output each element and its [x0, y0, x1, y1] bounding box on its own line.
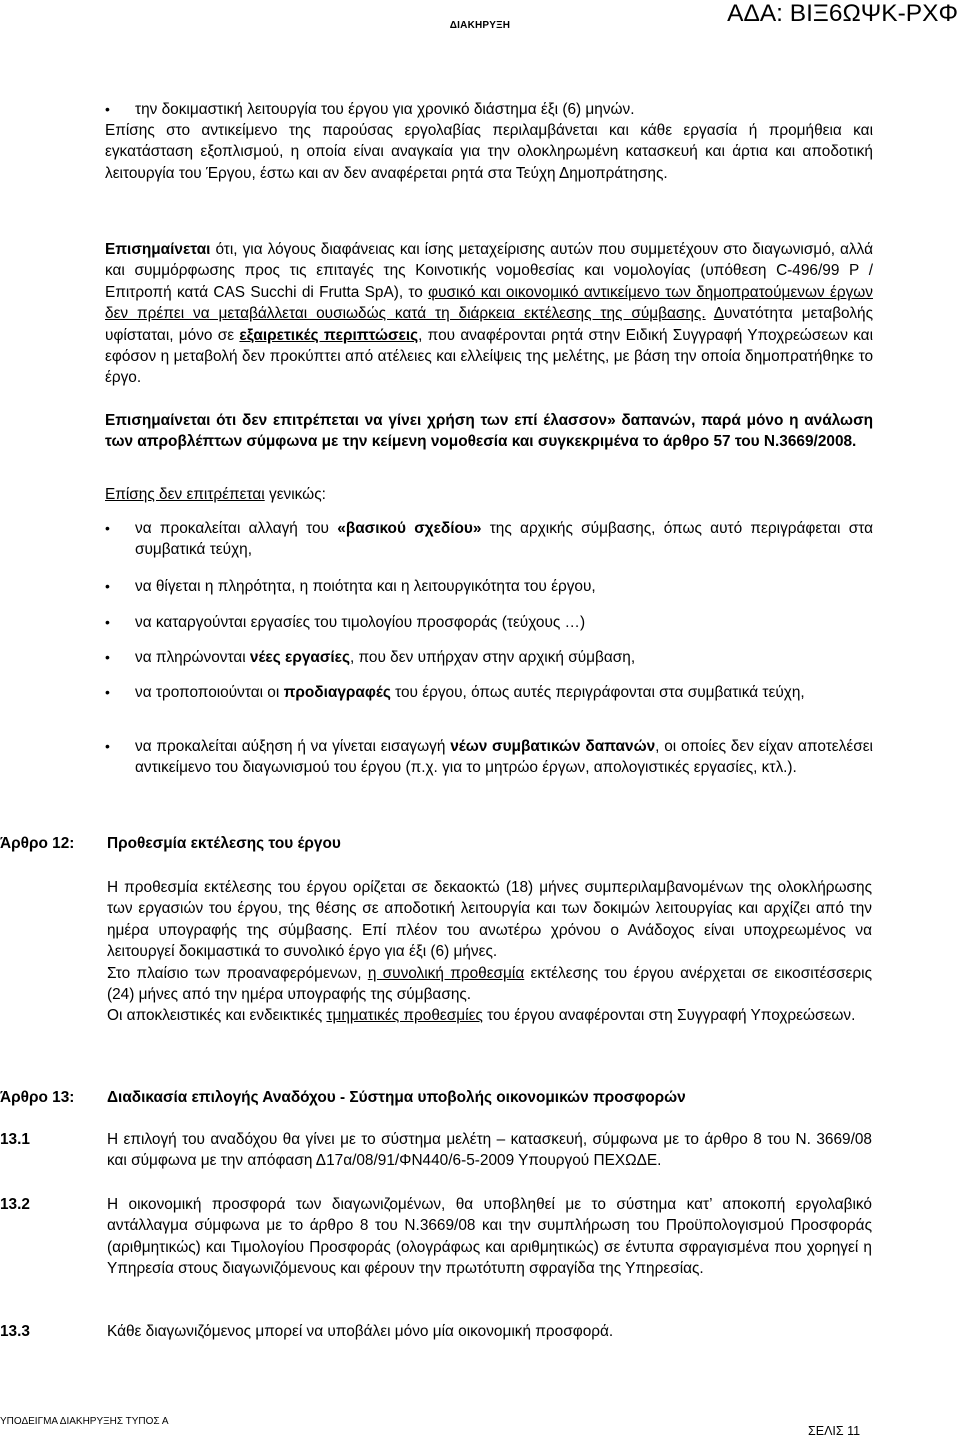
bullet-icon: • [105, 101, 110, 117]
bullet-icon: • [105, 649, 110, 665]
intro-bullet [105, 99, 873, 120]
article-12-body: Η προθεσμία εκτέλεσης του έργου ορίζεται σε δεκαοκτώ (18) μήνες συμπεριλαμβανομένων της ολοκλήρωσης των εργασιών του έργου, της θέσης σε αποδοτική λειτουργία και των δοκιμών λειτουργίας και αρχίζει από την ημέρα υπογραφής της σύμβασης. Επί πλέον του ανωτέρω χρόνου ο Ανάδοχος είναι υποχρεωμένος να λειτουργεί δοκιμαστικά το συνολικό έργο για έξι (6) μήνες. Στο πλαίσιο των προαναφερόμενων, η συνολική προθεσμία εκτέλεσης του έργου ανέρχεται σε εικοσιτέσσερις (24) μήνες από την ημέρα υπογραφής της σύμβασης. Οι αποκλειστικές και ενδεικτικές τμηματικές προθεσμίες του έργου αναφέρονται στη Συγγραφή Υποχρεώσεων. [107, 879, 872, 1025]
notice-underlined-object: φυσικό και οικονομικό αντικείμενο των δημοπρατούμενων έργων δεν πρέπει να μεταβάλλεται ουσιωδώς κατά τη διάρκεια εκτέλεσης της σύμβασης. [105, 283, 873, 323]
section-number: 13.3 [0, 1323, 30, 1340]
footer-page-number: ΣΕΛΙΣ 11 [808, 1424, 861, 1438]
bullet-icon: • [105, 738, 110, 754]
header-ada-code: ΑΔΑ: ΒΙΞ6ΩΨΚ-ΡΧΦ [727, 0, 958, 27]
bullet-icon: • [105, 614, 110, 630]
article-12-label: Άρθρο 12: [0, 835, 75, 852]
notice-lead: Επισημαίνεται [105, 241, 211, 258]
bullet-icon: • [105, 684, 110, 700]
footer-template-label: ΥΠΟΔΕΙΓΜΑ ΔΙΑΚΗΡΥΞΗΣ ΤΥΠΟΣ Α [0, 1416, 169, 1427]
intro-bullet-text: την δοκιμαστική λειτουργία του έργου για χρονικό διάστημα έξι (6) μηνών. [135, 101, 635, 118]
list-item: • να προκαλείται αύξηση ή να γίνεται εισαγωγή νέων συμβατικών δαπανών, οι οποίες δεν είχαν αποτελέσει αντικείμενο του διαγωνισμού του έργου (π.χ. για το μητρώο έργων, απολογιστικές εργασίες, κτλ.). [105, 738, 873, 777]
notice-exceptional-cases: εξαιρετικές περιπτώσεις [239, 326, 419, 344]
paragraph-scope: Επίσης στο αντικείμενο της παρούσας εργολαβίας περιλαμβάνεται και κάθε εργασία ή προμήθεια και εγκατάσταση εξοπλισμού, η οποία είναι αναγκαία για την ολοκληρωμένη κατασκευή και άρτια και αποδοτική λειτουργία του Έργου, έστω και αν δεν αναφέρεται ρητά στα Τεύχη Δημοπράτησης. [105, 122, 873, 182]
section-text: Κάθε διαγωνιζόμενος μπορεί να υποβάλει μόνο μία οικονομική προσφορά. [107, 1323, 614, 1340]
article-12-title: Προθεσμία εκτέλεσης του έργου [107, 835, 341, 852]
article-13-title: Διαδικασία επιλογής Αναδόχου - Σύστημα υποβολής οικονομικών προσφορών [107, 1089, 686, 1106]
list-item: • να πληρώνονται νέες εργασίες, που δεν υπήρχαν στην αρχική σύμβαση, [105, 647, 873, 668]
section-number: 13.1 [0, 1131, 30, 1148]
section-text: Η επιλογή του αναδόχου θα γίνει με το σύστημα μελέτη – κατασκευή, σύμφωνα με το άρθρο 8 του Ν. 3669/08 και σύμφωνα με την απόφαση Δ17α/08/91/ΦΝ440/6-5-2009 Υπουργού ΠΕΧΩΔΕ. [107, 1131, 872, 1170]
section-number: 13.2 [0, 1196, 30, 1213]
paragraph-not-allowed: Επίσης δεν επιτρέπεται γενικώς: [105, 486, 326, 503]
list-item: • να καταργούνται εργασίες του τιμολογίου προσφοράς (τεύχους …) [105, 612, 873, 633]
section-text: Η οικονομική προσφορά των διαγωνιζομένων, θα υποβληθεί με το σύστημα κατ’ αποκοπή εργολαβικό αντάλλαγμα σύμφωνα με το άρθρο 8 του Ν.3669/08 και την συμπλήρωση του Προϋπολογισμού Προσφοράς (αριθμητικώς) και Τιμολογίου Προσφοράς (ολογράφως και αριθμητικώς) σε έντυπα σφραγισμένα που χορηγεί η Υπηρεσία στους διαγωνιζόμενους και φέρουν την πρωτότυπη σφραγίδα της Υπηρεσίας. [107, 1196, 872, 1278]
list-item: • να τροποποιούνται οι προδιαγραφές του έργου, όπως αυτές περιγράφονται στα συμβατικά τεύχη, [105, 682, 873, 703]
article-13-label: Άρθρο 13: [0, 1089, 75, 1106]
paragraph-bold-notice: Επισημαίνεται ότι δεν επιτρέπεται να γίνει χρήση των επί έλασσον» δαπανών, παρά μόνο η ανάλωση των απροβλέπτων σύμφωνα με την κείμενη νομοθεσία και συγκεκριμένα το άρθρο 57 του Ν.3669/2008. [105, 412, 873, 451]
bullet-icon: • [105, 520, 110, 536]
header-doc-type: ΔΙΑΚΗΡΥΞΗ [449, 20, 511, 31]
paragraph-notice: Επισημαίνεται ότι, για λόγους διαφάνειας και ίσης μεταχείρισης αυτών που συμμετέχουν στο διαγωνισμό, αλλά και συμμόρφωσης προς τις επιταγές της Κοινοτικής νομοθεσίας και νομολογίας (υπόθεση C-496/99 P / Επιτροπή κατά CAS Succhi di Frutta SpA), το φυσικό και οικονομικό αντικείμενο των δημοπρατούμενων έργων δεν πρέπει να μεταβάλλεται ουσιωδώς κατά τη διάρκεια εκτέλεσης της σύμβασης. Δυνατότητα μεταβολής υφίσταται, μόνο σε εξαιρετικές περιπτώσεις, που αναφέρονται ρητά στην Ειδική Συγγραφή Υποχρεώσεων και εφόσον η μεταβολή δεν προκύπτει από ατέλειες και ελλείψεις της μελέτης, με βάση την οποία δημοπρατήθηκε το έργο. [105, 241, 873, 387]
bullet-icon: • [105, 578, 110, 594]
list-item: • να προκαλείται αλλαγή του «βασικού σχεδίου» της αρχικής σύμβασης, όπως αυτό περιγράφεται στα συμβατικά τεύχη, [105, 520, 873, 559]
list-item: • να θίγεται η πληρότητα, η ποιότητα και η λειτουργικότητα του έργου, [105, 576, 873, 597]
